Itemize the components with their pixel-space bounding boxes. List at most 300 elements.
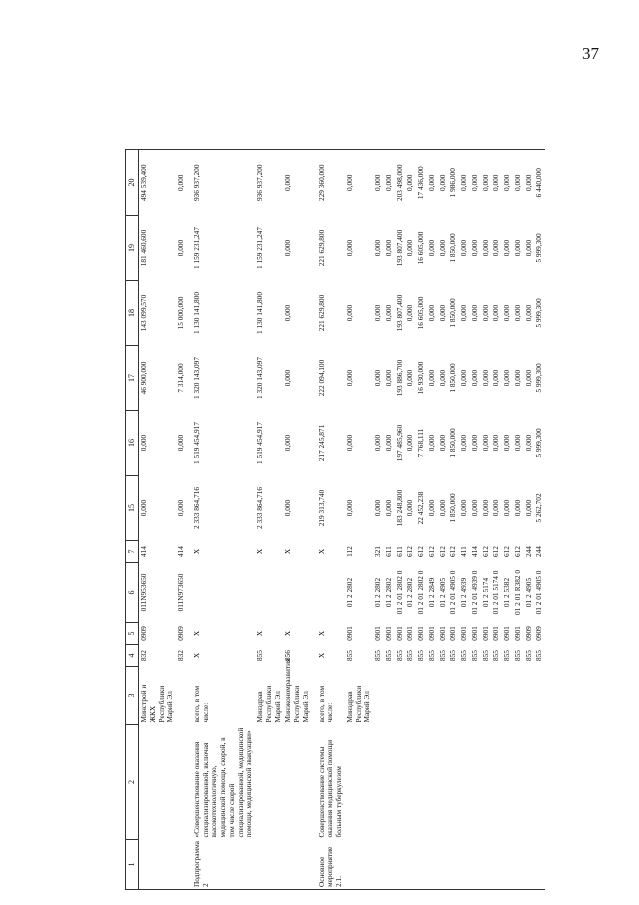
table-row	[416, 150, 427, 890]
value-2015-cell: 0,000	[502, 499, 511, 517]
program-cell	[416, 840, 427, 890]
value-2016-cell: 5 999,300	[534, 428, 544, 458]
grbs-cell: 856	[283, 650, 293, 661]
rzpr-cell: X	[191, 630, 201, 637]
value-2017-cell: 0,000	[502, 369, 511, 387]
value-2017-cell: 7 314,000	[176, 363, 185, 393]
program-cell	[395, 840, 406, 890]
title-cell	[384, 725, 395, 840]
value-2015-cell: 5 262,702	[534, 493, 544, 523]
rzpr-cell: 0909	[523, 626, 533, 641]
grbs-cell: 855	[437, 650, 447, 661]
csr-cell: 01 2 01 2802 0	[416, 570, 425, 615]
executor-cell	[491, 667, 502, 725]
csr-cell: 01 2 01 4939 0	[469, 570, 479, 615]
csr-cell: 01 2 01 R382 0	[512, 570, 522, 615]
value-2017-cell: 1 320 143,097	[191, 357, 201, 399]
rzpr-cell: 0901	[502, 626, 511, 641]
executor-cell	[427, 667, 438, 725]
value-2018-cell: 0,000	[373, 304, 382, 322]
value-2020-cell: 0,000	[345, 150, 373, 216]
table-row	[427, 150, 438, 890]
table-header	[126, 150, 139, 890]
program-cell	[283, 840, 316, 890]
rzpr-cell: 0901	[344, 626, 354, 641]
value-2018-cell: 0,000	[437, 304, 447, 322]
value-2019-cell: 0,000	[373, 239, 382, 257]
column-header: 20	[126, 150, 139, 216]
executor-cell	[373, 667, 384, 725]
executor-cell	[448, 667, 459, 725]
value-2019-cell: 0,000	[491, 239, 501, 257]
value-2019-cell: 16 605,000	[416, 231, 425, 265]
value-2017-cell: 0,000	[523, 369, 533, 387]
executor-cell: всего, в том числе:	[191, 685, 210, 723]
program-cell	[345, 840, 373, 890]
executor-cell: Минздрав Республики Марий Эл	[344, 685, 372, 723]
value-2020-cell: 229 360,000	[317, 150, 345, 216]
value-2019-cell: 0,000	[437, 239, 447, 257]
value-2016-cell: 197 485,960	[394, 424, 404, 462]
value-2019-cell: 0,000	[176, 239, 185, 257]
value-2017-cell: 193 886,700	[394, 359, 404, 397]
table-row	[405, 150, 416, 890]
value-2016-cell: 0,000	[459, 434, 468, 452]
csr-cell: 011N973650	[176, 573, 185, 612]
value-2017-cell: 0,000	[383, 369, 393, 387]
value-2020-cell: 0,000	[384, 150, 395, 216]
executor-cell: Минэкономразвития Республики Марий Эл	[283, 658, 310, 723]
table-row	[502, 150, 513, 890]
rzpr-cell: 0901	[491, 626, 501, 641]
program-cell	[513, 840, 524, 890]
value-2018-cell: 0,000	[405, 304, 415, 322]
title-cell	[255, 725, 283, 840]
column-header: 15	[126, 476, 139, 541]
grbs-cell: 855	[448, 650, 458, 661]
budget-table	[125, 149, 545, 890]
program-cell	[255, 840, 283, 890]
grbs-cell: 832	[176, 650, 185, 661]
csr-cell: 01 2 2802	[383, 577, 393, 608]
vr-cell: 612	[502, 546, 511, 557]
value-2020-cell: 0,000	[438, 150, 449, 216]
vr-cell: X	[255, 548, 264, 555]
table-row	[395, 150, 406, 890]
page-number: 37	[582, 44, 599, 63]
vr-cell: 414	[469, 546, 479, 557]
value-2016-cell: 0,000	[176, 434, 185, 452]
value-2017-cell: 0,000	[512, 369, 522, 387]
executor-cell	[416, 667, 427, 725]
value-2016-cell: 0,000	[512, 434, 522, 452]
value-2020-cell: 17 436,000	[416, 150, 427, 216]
title-cell	[176, 725, 192, 840]
grbs-cell: 855	[255, 650, 264, 661]
vr-cell: 244	[534, 546, 544, 557]
value-2019-cell: 1 159 231,247	[255, 227, 264, 269]
vr-cell: X	[316, 548, 326, 555]
value-2015-cell: 0,000	[480, 499, 490, 517]
value-2019-cell: 0,000	[459, 239, 468, 257]
value-2016-cell: 0,000	[480, 434, 490, 452]
value-2017-cell: 0,000	[491, 369, 501, 387]
program-cell	[491, 840, 502, 890]
grbs-cell: 855	[426, 650, 436, 661]
value-2020-cell: 0,000	[373, 150, 384, 216]
executor-cell	[524, 667, 535, 725]
column-header: 16	[126, 411, 139, 476]
value-2016-cell: 7 768,111	[416, 428, 425, 458]
vr-cell: 414	[139, 546, 148, 557]
value-2018-cell: 0,000	[480, 304, 490, 322]
grbs-cell: 832	[139, 650, 148, 661]
value-2018-cell: 221 629,800	[316, 294, 326, 332]
value-2018-cell: 143 099,570	[139, 294, 148, 332]
value-2015-cell: 2 333 864,716	[255, 487, 264, 529]
value-2020-cell: 1 986,000	[448, 150, 459, 216]
column-header: 2	[126, 725, 139, 840]
grbs-cell: 855	[405, 650, 415, 661]
value-2020-cell: 0,000	[405, 150, 416, 216]
csr-cell	[192, 563, 255, 623]
title-cell	[283, 725, 316, 840]
value-2017-cell: 0,000	[459, 369, 468, 387]
value-2019-cell: 0,000	[523, 239, 533, 257]
title-cell: Совершенствование системы оказания медицинской помощи больным туберкулезом	[316, 739, 343, 838]
executor-cell	[534, 667, 545, 725]
value-2016-cell: 1 519 454,917	[191, 422, 201, 464]
vr-cell: 321	[373, 546, 382, 557]
table-row	[139, 150, 177, 890]
csr-cell: 01 2 01 2802 0	[394, 570, 404, 615]
value-2017-cell: 5 999,300	[534, 363, 544, 393]
rzpr-cell: 0901	[405, 626, 415, 641]
value-2019-cell: 0,000	[502, 239, 511, 257]
csr-cell: 01 2 2849	[426, 577, 436, 608]
column-header: 17	[126, 346, 139, 411]
rzpr-cell: 0901	[512, 626, 522, 641]
value-2018-cell: 0,000	[491, 304, 501, 322]
rzpr-cell: 0901	[437, 626, 447, 641]
column-header: 18	[126, 281, 139, 346]
executor-cell	[395, 667, 406, 725]
title-cell	[373, 725, 384, 840]
rzpr-cell: 0901	[394, 626, 404, 641]
value-2015-cell: 1 850,000	[448, 493, 458, 523]
table-row	[524, 150, 535, 890]
table-row	[192, 150, 255, 890]
grbs-cell: 855	[469, 650, 479, 661]
value-2015-cell: 0,000	[437, 499, 447, 517]
vr-cell: 411	[459, 546, 468, 557]
title-cell	[534, 725, 545, 840]
vr-cell: 612	[512, 546, 522, 557]
program-cell	[438, 840, 449, 890]
table-row	[491, 150, 502, 890]
value-2015-cell: 219 313,740	[316, 489, 326, 527]
rzpr-cell: 0901	[383, 626, 393, 641]
value-2019-cell: 0,000	[512, 239, 522, 257]
title-cell: «Совершенствование оказания специализированной, включая высокотехнологичную, медицинской помощи, скорой, в том числе скорой специализированной, медицинской помощи, медицинской эвакуации»	[191, 727, 254, 838]
title-cell	[438, 725, 449, 840]
value-2020-cell: 0,000	[524, 150, 535, 216]
column-header: 7	[126, 541, 139, 563]
title-cell	[448, 725, 459, 840]
csr-cell	[317, 563, 345, 623]
value-2019-cell: 1 159 231,247	[191, 227, 201, 269]
value-2016-cell: 0,000	[502, 434, 511, 452]
title-cell	[405, 725, 416, 840]
value-2015-cell: 0,000	[469, 499, 479, 517]
value-2020-cell: 0,000	[459, 150, 470, 216]
table-row	[534, 150, 545, 890]
vr-cell: 414	[176, 546, 185, 557]
grbs-cell: 855	[491, 650, 501, 661]
value-2016-cell: 0,000	[437, 434, 447, 452]
table-row	[438, 150, 449, 890]
title-cell	[502, 725, 513, 840]
rzpr-cell: 0909	[534, 626, 544, 641]
value-2015-cell: 0,000	[491, 499, 501, 517]
executor-cell	[513, 667, 524, 725]
vr-cell: 612	[426, 546, 436, 557]
value-2020-cell: 0,000	[481, 150, 492, 216]
value-2017-cell: 1 320 143,097	[255, 357, 264, 399]
value-2019-cell: 181 460,600	[139, 229, 148, 267]
value-2018-cell: 16 605,000	[416, 296, 425, 330]
program-cell	[176, 840, 192, 890]
table-row	[470, 150, 481, 890]
grbs-cell: 855	[523, 650, 533, 661]
csr-cell: 01 2 5382	[502, 577, 511, 608]
grbs-cell: 855	[416, 650, 425, 661]
grbs-cell: 855	[383, 650, 393, 661]
column-header: 4	[126, 645, 139, 667]
value-2018-cell: 5 999,300	[534, 298, 544, 328]
value-2019-cell: 5 999,300	[534, 233, 544, 263]
executor-cell	[384, 667, 395, 725]
value-2019-cell: 0,000	[480, 239, 490, 257]
value-2017-cell: 0,000	[405, 369, 415, 387]
csr-cell: 01 2 5174	[480, 577, 490, 608]
value-2018-cell: 1 130 141,800	[255, 292, 264, 334]
vr-cell: 112	[344, 546, 354, 557]
program-cell	[502, 840, 513, 890]
value-2020-cell: 0,000	[176, 150, 192, 216]
value-2018-cell: 0,000	[459, 304, 468, 322]
column-header: 1	[126, 840, 139, 890]
executor-cell	[502, 667, 513, 725]
column-header: 3	[126, 667, 139, 725]
value-2017-cell: 1 850,000	[448, 363, 458, 393]
value-2015-cell: 0,000	[426, 499, 436, 517]
value-2017-cell: 0,000	[426, 369, 436, 387]
value-2016-cell: 0,000	[139, 434, 148, 452]
value-2015-cell: 0,000	[139, 499, 148, 517]
value-2017-cell: 16 930,000	[416, 361, 425, 395]
value-2019-cell: 221 629,800	[316, 229, 326, 267]
csr-cell: 01 2 01 5174 0	[491, 570, 501, 615]
value-2017-cell: 0,000	[373, 369, 382, 387]
program-cell	[448, 840, 459, 890]
value-2020-cell: 0,000	[427, 150, 438, 216]
rzpr-cell: X	[283, 630, 293, 637]
column-header: 6	[126, 563, 139, 623]
executor-cell: Минздрав Республики Марий Эл	[255, 685, 282, 723]
value-2015-cell: 183 248,800	[394, 489, 404, 527]
program-cell	[427, 840, 438, 890]
value-2020-cell: 0,000	[283, 150, 316, 216]
grbs-cell: X	[191, 652, 201, 659]
table-row	[481, 150, 492, 890]
title-cell	[524, 725, 535, 840]
value-2018-cell: 1 130 141,800	[191, 292, 201, 334]
value-2019-cell: 0,000	[344, 239, 354, 257]
csr-cell: 01 2 4939	[459, 577, 468, 608]
program-cell	[373, 840, 384, 890]
value-2015-cell: 0,000	[283, 499, 293, 517]
value-2015-cell: 0,000	[459, 499, 468, 517]
title-cell	[395, 725, 406, 840]
grbs-cell: 855	[512, 650, 522, 661]
value-2018-cell: 15 000,000	[176, 296, 185, 330]
value-2019-cell: 193 807,400	[394, 229, 404, 267]
rzpr-cell: 0901	[480, 626, 490, 641]
executor-cell	[438, 667, 449, 725]
executor-cell: Минстрой и ЖКХ Республики Марий Эл	[139, 684, 175, 723]
csr-cell: 01 2 01 4905 0	[534, 570, 544, 615]
value-2018-cell: 193 807,400	[394, 294, 404, 332]
csr-cell	[255, 563, 283, 623]
value-2016-cell: 0,000	[405, 434, 415, 452]
rotated-table-container	[125, 150, 544, 890]
table-row	[448, 150, 459, 890]
value-2016-cell: 217 245,871	[316, 424, 326, 462]
rzpr-cell: 0901	[426, 626, 436, 641]
rzpr-cell: 0901	[448, 626, 458, 641]
value-2018-cell: 0,000	[283, 304, 293, 322]
value-2020-cell: 6 440,000	[534, 150, 545, 216]
executor-cell: всего, в том числе:	[316, 685, 335, 723]
rzpr-cell: 0909	[139, 626, 148, 641]
grbs-cell: 855	[534, 650, 544, 661]
grbs-cell: 855	[480, 650, 490, 661]
vr-cell: 244	[523, 546, 533, 557]
value-2019-cell: 0,000	[469, 239, 479, 257]
table-row	[317, 150, 345, 890]
program-cell	[524, 840, 535, 890]
title-cell	[513, 725, 524, 840]
csr-cell	[283, 563, 316, 623]
value-2015-cell: 0,000	[344, 499, 354, 517]
grbs-cell: 855	[502, 650, 511, 661]
value-2016-cell: 0,000	[283, 434, 293, 452]
value-2016-cell: 0,000	[491, 434, 501, 452]
value-2020-cell: 0,000	[513, 150, 524, 216]
executor-cell	[176, 667, 192, 725]
program-cell	[470, 840, 481, 890]
csr-cell: 01 2 01 4905 0	[448, 570, 458, 615]
executor-cell	[481, 667, 492, 725]
csr-cell: 011N953650	[139, 573, 148, 612]
program-cell: Подпрограмма 2	[192, 840, 255, 890]
title-cell	[459, 725, 470, 840]
program-cell	[405, 840, 416, 890]
column-header: 5	[126, 623, 139, 645]
table-row	[513, 150, 524, 890]
vr-cell: 612	[416, 546, 425, 557]
value-2018-cell: 0,000	[469, 304, 479, 322]
value-2019-cell: 0,000	[426, 239, 436, 257]
value-2017-cell: 0,000	[469, 369, 479, 387]
table-row	[176, 150, 192, 890]
grbs-cell: X	[316, 652, 326, 659]
value-2016-cell: 0,000	[344, 434, 354, 452]
vr-cell: 612	[491, 546, 501, 557]
value-2018-cell: 0,000	[512, 304, 522, 322]
value-2020-cell: 203 498,000	[395, 150, 406, 216]
vr-cell: 611	[383, 546, 393, 557]
value-2015-cell: 22 452,238	[416, 491, 425, 525]
value-2018-cell: 0,000	[426, 304, 436, 322]
value-2017-cell: 0,000	[283, 369, 293, 387]
grbs-cell: 855	[373, 650, 382, 661]
value-2015-cell: 0,000	[523, 499, 533, 517]
title-cell	[345, 725, 373, 840]
value-2015-cell: 0,000	[176, 499, 185, 517]
value-2016-cell: 1 850,000	[448, 428, 458, 458]
value-2018-cell: 0,000	[383, 304, 393, 322]
vr-cell: 612	[480, 546, 490, 557]
rzpr-cell: 0901	[459, 626, 468, 641]
csr-cell: 01 2 2802	[373, 577, 382, 608]
table-body	[139, 150, 546, 890]
value-2020-cell: 0,000	[470, 150, 481, 216]
value-2016-cell: 0,000	[523, 434, 533, 452]
value-2016-cell: 0,000	[426, 434, 436, 452]
value-2019-cell: 0,000	[283, 239, 293, 257]
value-2018-cell: 0,000	[523, 304, 533, 322]
program-cell	[139, 840, 177, 890]
value-2019-cell: 1 850,000	[448, 233, 458, 263]
table-row	[373, 150, 384, 890]
value-2015-cell: 0,000	[512, 499, 522, 517]
csr-cell: 01 2 2802	[405, 577, 415, 608]
title-cell	[416, 725, 427, 840]
title-cell	[427, 725, 438, 840]
executor-cell	[405, 667, 416, 725]
rzpr-cell: X	[255, 630, 264, 637]
csr-cell: 01 2 2802	[344, 577, 354, 608]
value-2019-cell: 0,000	[383, 239, 393, 257]
executor-cell	[459, 667, 470, 725]
program-cell	[459, 840, 470, 890]
vr-cell: 612	[448, 546, 458, 557]
value-2020-cell: 494 539,400	[139, 150, 177, 216]
table-row	[345, 150, 373, 890]
grbs-cell: 855	[394, 650, 404, 661]
value-2015-cell: 0,000	[405, 499, 415, 517]
rzpr-cell: 0901	[416, 626, 425, 641]
value-2017-cell: 46 900,000	[139, 361, 148, 395]
value-2018-cell: 0,000	[502, 304, 511, 322]
vr-cell: 611	[394, 546, 404, 557]
program-cell	[534, 840, 545, 890]
vr-cell: 612	[405, 546, 415, 557]
value-2016-cell: 0,000	[383, 434, 393, 452]
value-2016-cell: 1 519 454,917	[255, 422, 264, 464]
